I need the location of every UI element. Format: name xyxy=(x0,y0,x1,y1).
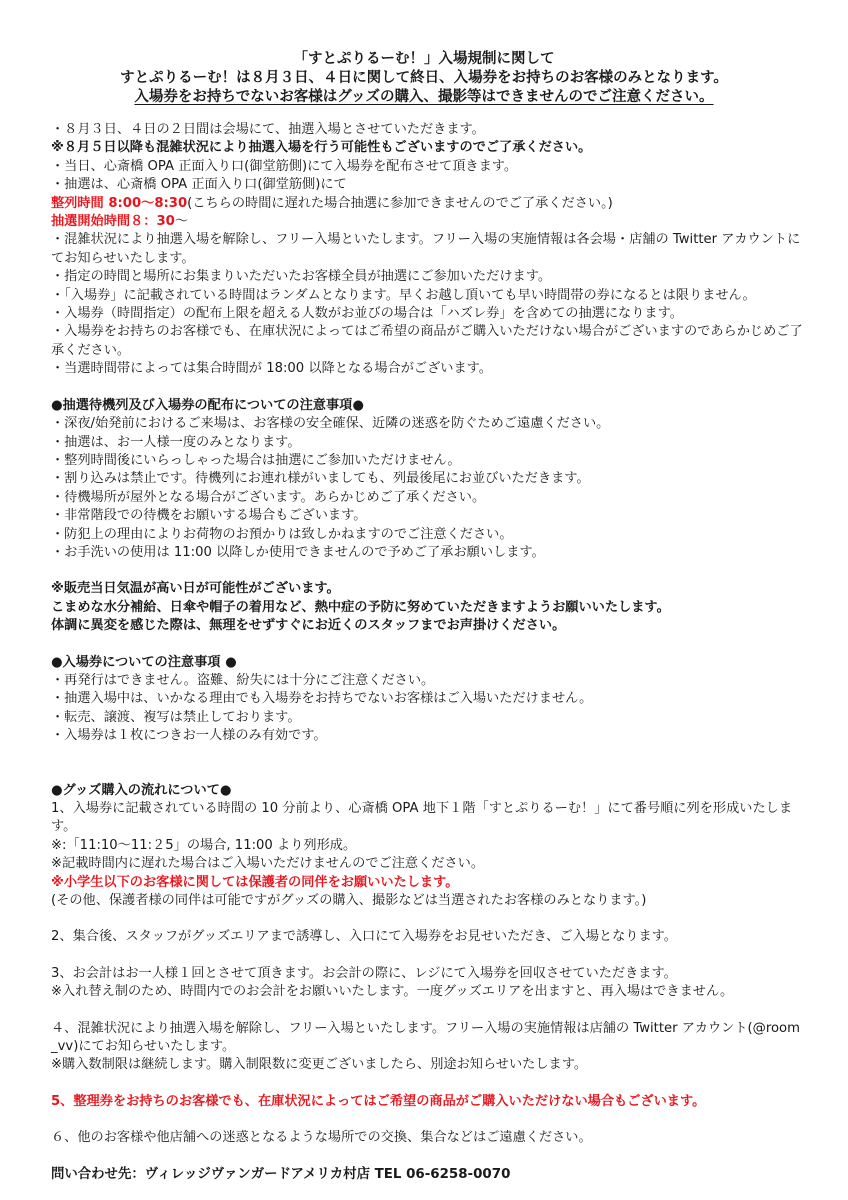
step-3-note: ※入れ替え制のため、時間内でのお会計をお願いいたします。一度グッズエリアを出ますと、再入場はできません。 xyxy=(51,984,734,1000)
heat-warning-title: ※販売当日気温が高い日が可能性がございます。 xyxy=(51,581,340,597)
step-4-line: ４、混雑状況により抽選入場を解除し、フリー入場といたします。フリー入場の実施情報は店舗の Twitter アカウント(@room_vv)にてお知らせいたします。 xyxy=(51,1020,800,1055)
notice-warning-text: 入場券をお持ちでないお客様はグッズの購入、撮影等はできませんのでご注意ください。 xyxy=(134,89,714,105)
step-4-note: ※購入数制限は継続します。購入制限数に変更ございましたら、別途お知らせいたします。 xyxy=(51,1057,588,1073)
notice-header xyxy=(0,50,848,107)
participation-line: ・指定の時間と場所にお集まりいただいたお客様全員が抽選にご参加いただけます。 xyxy=(51,269,552,285)
goods-flow-section xyxy=(51,782,803,1148)
step-6-line: ６、他のお客様や他店舗への迷惑となるような場所での交換、集合などはご遠慮ください。 xyxy=(51,1130,592,1146)
ticket-notes-title: ●入場券についての注意事項 ● xyxy=(51,654,237,670)
heat-warning-section xyxy=(51,580,803,635)
stock-notice-line: ・入場券をお持ちのお客様でも、在庫状況によってはご希望の商品がご購入いただけない場合がございますのであらかじめご了承ください。 xyxy=(51,324,803,358)
list-item: ・抽選入場中は、いかなる理由でも入場券をお持ちでないお客様はご入場いただけません。 xyxy=(51,691,593,707)
lineup-time-note: (こちらの時間に遅れた場合抽選に参加できませんのでご了承ください。) xyxy=(187,195,613,211)
step-2-line: 2、集合後、スタッフがグッズエリアまで誘導し、入口にて入場券をお見せいただき、ご入場となります。 xyxy=(51,929,677,945)
queue-notes-title: ●抽選待機列及び入場券の配布についての注意事項● xyxy=(51,397,364,413)
lottery-location-line: ・抽選は、心斎橋 OPA 正面入り口(御堂筋側)にて xyxy=(51,177,347,193)
lottery-entry-section xyxy=(51,121,803,379)
ticket-distribution-line: ・当日、心斎橋 OPA 正面入り口(御堂筋側)にて入場券を配布させて頂きます。 xyxy=(51,158,518,174)
notice-body xyxy=(51,121,803,1184)
list-item: ・深夜/始発前におけるご来場は、お客様の安全確保、近隣の迷惑を防ぐためご遠慮ください。 xyxy=(51,416,610,432)
lottery-start-line xyxy=(51,213,803,231)
gathering-time-line: ・当選時間帯によっては集合時間が 18:00 以降となる場合がございます。 xyxy=(51,361,492,377)
step-1-late-note: ※記載時間内に遅れた場合はご入場いただけませんのでご注意ください。 xyxy=(51,856,485,872)
list-item: ・抽選は、お一人様一度のみとなります。 xyxy=(51,434,301,450)
list-item: ・整列時間後にいらっしゃった場合は抽選にご参加いただけません。 xyxy=(51,452,461,468)
list-item: ・お手洗いの使用は 11:00 以降しか使用できませんので予めご了承お願いします。 xyxy=(51,544,545,560)
heat-warning-line: こまめな水分補給、日傘や帽子の着用など、熱中症の予防に努めていただきますようお願いいたします。 xyxy=(51,599,670,615)
lineup-time: 整列時間 8:00〜8:30 xyxy=(51,195,188,211)
list-item: ・再発行はできません。盗難、紛失には十分にご注意ください。 xyxy=(51,672,435,688)
heat-warning-line: 体調に異変を感じた際は、無理をせずすぐにお近くのスタッフまでお声掛けください。 xyxy=(51,618,566,634)
list-item: ・防犯上の理由によりお荷物のお預かりは致しかねますのでご注意ください。 xyxy=(51,526,513,542)
list-item: ・非常階段での待機をお願いする場合もございます。 xyxy=(51,508,367,524)
lottery-possibility-note: ※８月５日以降も混雑状況により抽選入場を行う可能性もございますのでご了承ください。 xyxy=(51,140,592,156)
step-1-line: 1、入場券に記載されている時間の 10 分前より、心斎橋 OPA 地下１階「すとぷりるーむ！」にて番号順に列を形成いたします。 xyxy=(51,801,793,835)
lottery-info-line: ・８月３日、４日の２日間は会場にて、抽選入場とさせていただきます。 xyxy=(51,122,485,137)
step-1-guardian-note: ※小学生以下のお客様に関しては保護者の同伴をお願いいたします。 xyxy=(51,874,459,890)
list-item: ・待機場所が屋外となる場合がございます。あらかじめご了承ください。 xyxy=(51,489,486,505)
losing-ticket-line: ・入場券（時間指定）の配布上限を超える人数がお並びの場合は「ハズレ券」を含めての抽選になります。 xyxy=(51,306,683,322)
lottery-start-suffix: 〜 xyxy=(174,214,189,230)
notice-headline: すとぷりるーむ！は８月３日、４日に関して終日、入場券をお持ちのお客様のみとなります。 xyxy=(120,70,728,86)
step-3-line: 3、お会計はお一人様１回とさせて頂きます。お会計の際に、レジにて入場券を回収させていただきます。 xyxy=(51,965,677,981)
random-time-line: ・「入場券」に記載されている時間はランダムとなります。早くお越し頂いても早い時間帯の券になるとは限りません。 xyxy=(51,287,756,303)
goods-flow-title: ●グッズ購入の流れについて● xyxy=(51,782,232,798)
ticket-notes-section xyxy=(51,654,803,746)
list-item: ・転売、譲渡、複写は禁止しております。 xyxy=(51,709,301,725)
list-item: ・入場券は１枚につきお一人様のみ有効です。 xyxy=(51,728,327,744)
lottery-start-time: 抽選開始時間８：30 xyxy=(51,214,175,230)
lineup-time-line xyxy=(51,195,803,213)
step-1-example: ※:「11:10〜11:２5」の場合, 11:00 より列形成。 xyxy=(51,837,357,853)
queue-notes-section xyxy=(51,397,803,563)
notice-warning xyxy=(0,88,848,107)
contact-info: 問い合わせ先：ヴィレッジヴァンガードアメリカ村店 TEL 06-6258-0070 xyxy=(51,1166,511,1182)
free-entry-line: ・混雑状況により抽選入場を解除し、フリー入場といたします。フリー入場の実施情報は各会場・店舗の Twitter アカウントにてお知らせいたします。 xyxy=(51,232,801,266)
list-item: ・割り込みは禁止です。待機列にお連れ様がいましても、列最後尾にお並びいただきます。 xyxy=(51,471,590,487)
notice-title: 「すとぷりるーむ！」入場規制に関して xyxy=(293,51,555,67)
step-1-guardian-detail: (その他、保護者様の同伴は可能ですがグッズの購入、撮影などは当選されたお客様のみとなります。) xyxy=(51,893,647,909)
step-5-line: 5、整理券をお持ちのお客様でも、在庫状況によってはご希望の商品がご購入いただけない場合もございます。 xyxy=(51,1093,706,1109)
